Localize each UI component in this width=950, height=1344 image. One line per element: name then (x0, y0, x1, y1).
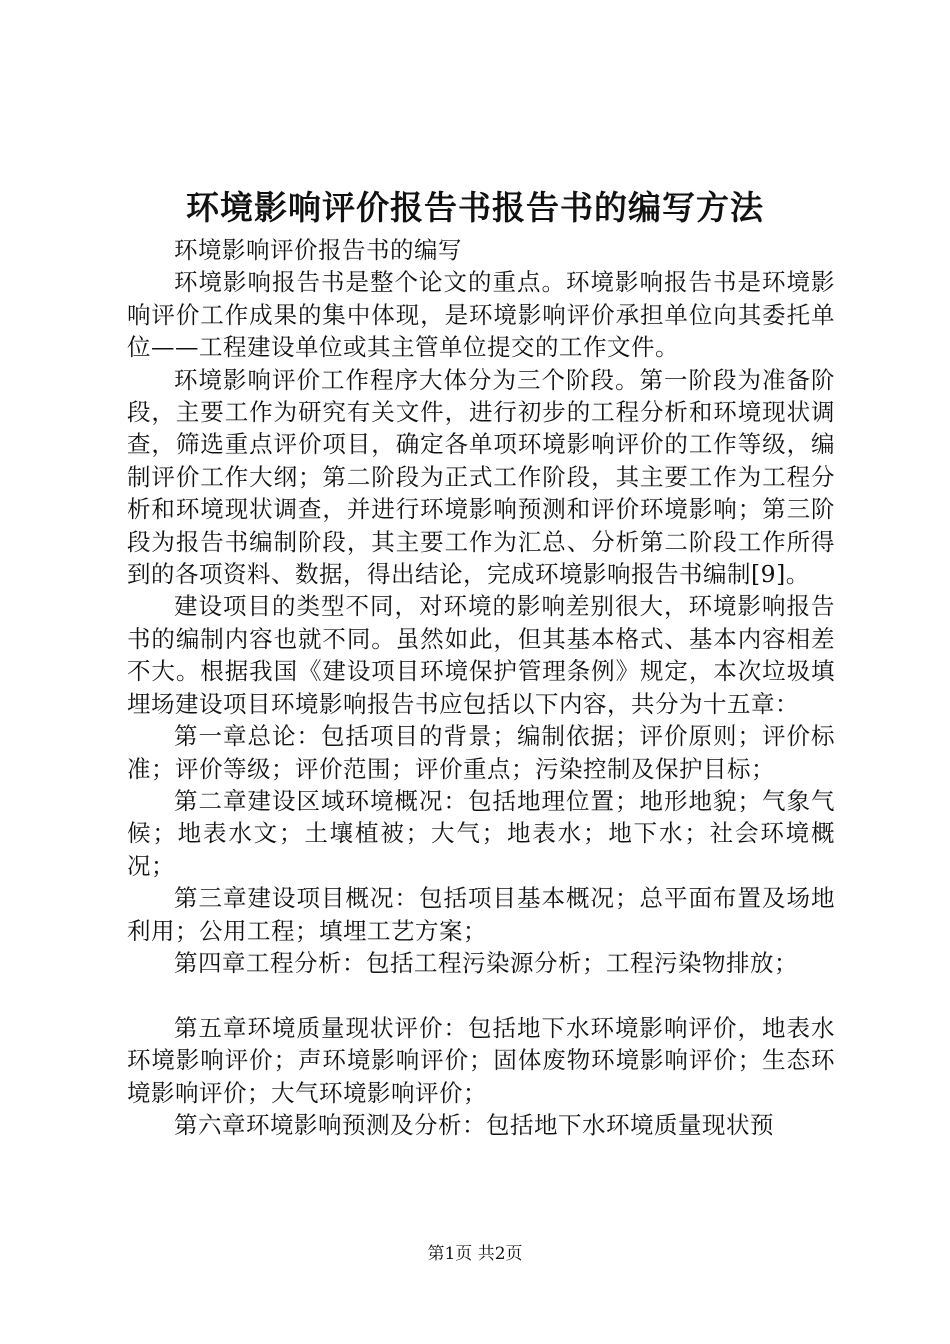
blank-line (127, 979, 835, 1011)
page-number-footer: 第1页 共2页 (427, 1244, 523, 1264)
paragraph-procedure: 环境影响评价工作程序大体分为三个阶段。第一阶段为准备阶段，主要工作为研究有关文件，进行初步的工程分析和环境现状调查，筛选重点评价项目，确定各单项环境影响评价的工作等级，编制评价工作大纲；第二阶段为正式工作阶段，其主要工作为工程分析和环境现状调查，并进行环境影响预测和评价环境影响；第三阶段为报告书编制阶段，其主要工作为汇总、分析第二阶段工作所得到的各项资料、数据，得出结论，完成环境影响报告书编制[9]。 (127, 365, 835, 589)
paragraph-contents: 建设项目的类型不同，对环境的影响差别很大，环境影响报告书的编制内容也就不同。虽然如此，但其基本格式、基本内容相差不大。根据我国《建设项目环境保护管理条例》规定，本次垃圾填埋场建设项目环境影响报告书应包括以下内容，共分为十五章： (127, 592, 835, 718)
paragraph-chapter-1: 第一章总论：包括项目的背景；编制依据；评价原则；评价标准；评价等级；评价范围；评价重点；污染控制及保护目标； (127, 722, 835, 783)
paragraph-chapter-5: 第五章环境质量现状评价：包括地下水环境影响评价，地表水环境影响评价；声环境影响评价；固体废物环境影响评价；生态环境影响评价；大气环境影响评价； (127, 1013, 835, 1107)
paragraph-intro: 环境影响报告书是整个论文的重点。环境影响报告书是环境影响评价工作成果的集中体现，是环境影响评价承担单位向其委托单位——工程建设单位或其主管单位提交的工作文件。 (127, 268, 835, 362)
paragraph-subtitle: 环境影响评价报告书的编写 (174, 236, 462, 264)
paragraph-chapter-2: 第二章建设区域环境概况：包括地理位置；地形地貌；气象气候；地表水文；土壤植被；大气；地表水；地下水；社会环境概况； (127, 786, 835, 880)
paragraph-chapter-6: 第六章环境影响预测及分析：包括地下水环境质量现状预 (174, 1110, 774, 1139)
paragraph-chapter-3: 第三章建设项目概况：包括项目基本概况；总平面布置及场地利用；公用工程；填埋工艺方案； (127, 884, 835, 945)
document-title: 环境影响评价报告书报告书的编写方法 (186, 188, 764, 227)
document-body (127, 234, 835, 1141)
paragraph-chapter-4: 第四章工程分析：包括工程污染源分析；工程污染物排放； (174, 948, 798, 977)
